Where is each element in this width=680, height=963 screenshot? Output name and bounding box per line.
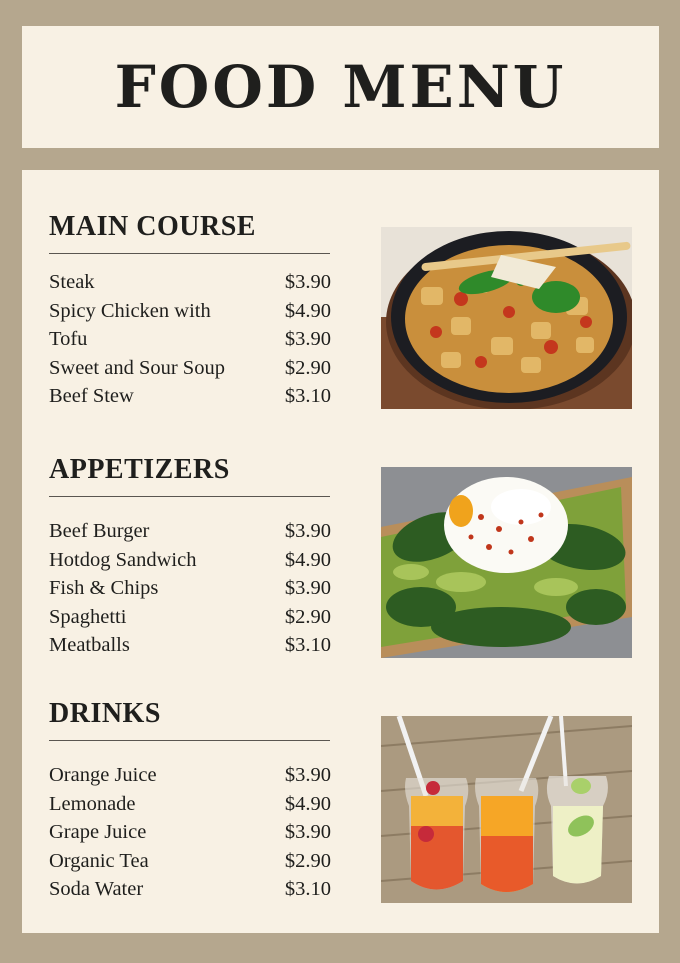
item-price: $3.90 [284,520,331,542]
appetizers-list [49,517,331,660]
item-name: Steak [49,271,95,293]
appetizers-section [49,450,331,660]
stir-fry-bowl-photo [381,227,632,409]
item-price: $3.10 [284,634,331,656]
item-name: Soda Water [49,878,144,900]
drinks-list [49,761,331,904]
item-price: $2.90 [284,849,331,872]
item-price: $3.10 [284,878,331,900]
menu-item [49,382,331,411]
menu-item [49,574,331,603]
menu-header [22,26,659,148]
item-price: $3.90 [284,271,331,293]
section-title: MAIN COURSE [49,211,256,242]
menu-item [49,546,331,575]
item-name: Meatballs [49,634,130,656]
menu-item [49,875,331,904]
menu-item [49,761,331,790]
item-name: Spaghetti [49,605,127,628]
menu-item [49,847,331,876]
item-name: Organic Tea [49,849,149,872]
menu-panel [22,170,659,933]
item-price: $4.90 [284,299,331,322]
drinks-section [49,694,331,904]
item-price: $3.10 [284,385,331,407]
item-name: Lemonade [49,792,136,815]
menu-item [49,268,331,297]
menu-item [49,517,331,546]
item-name: Fish & Chips [49,577,159,599]
item-name: Spicy Chicken with [49,299,211,322]
item-price: $2.90 [284,605,331,628]
section-divider [49,740,330,741]
item-price: $4.90 [284,792,331,815]
item-name: Grape Juice [49,821,147,843]
menu-title: FOOD MENU [114,53,567,121]
main-course-list [49,268,331,411]
item-name: Beef Stew [49,385,134,407]
main-course-section [49,207,331,411]
menu-item [49,297,331,326]
poached-egg-avocado-toast-photo [381,467,632,658]
section-divider [49,253,330,254]
item-price: $4.90 [284,548,331,571]
menu-item [49,631,331,660]
item-name: Hotdog Sandwich [49,548,197,571]
juice-glasses-photo [381,716,632,903]
section-divider [49,496,330,497]
item-price: $2.90 [284,356,331,379]
menu-item [49,325,331,354]
menu-item [49,603,331,632]
item-price: $3.90 [284,764,331,786]
menu-item [49,790,331,819]
item-price: $3.90 [284,328,331,350]
menu-item [49,354,331,383]
item-name: Tofu [49,328,88,350]
item-price: $3.90 [284,577,331,599]
item-name: Orange Juice [49,764,157,786]
item-price: $3.90 [284,821,331,843]
section-title: APPETIZERS [49,454,230,485]
item-name: Beef Burger [49,520,150,542]
menu-item [49,818,331,847]
section-title: DRINKS [49,698,161,729]
item-name: Sweet and Sour Soup [49,356,225,379]
